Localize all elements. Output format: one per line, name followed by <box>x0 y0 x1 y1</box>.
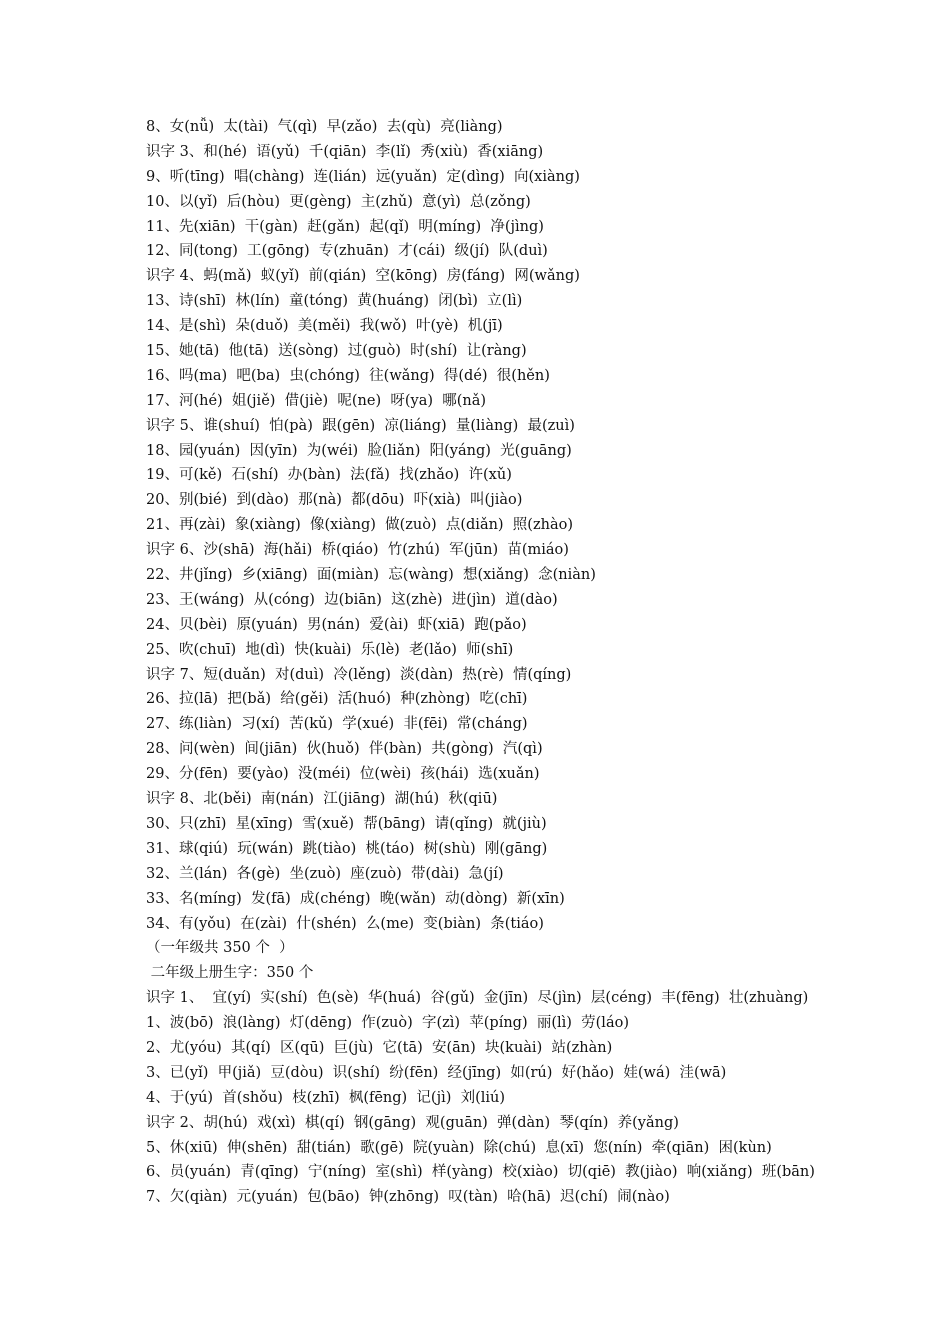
text-line: 10、以(yǐ) 后(hòu) 更(gèng) 主(zhǔ) 意(yì) 总(zǒng) <box>146 193 531 210</box>
text-line: 25、吹(chuī) 地(dì) 快(kuài) 乐(lè) 老(lǎo) 师(shī) <box>146 641 514 658</box>
text-line: 4、于(yú) 首(shǒu) 枝(zhī) 枫(fēng) 记(jì) 刘(liú) <box>146 1089 506 1106</box>
text-line: 31、球(qiú) 玩(wán) 跳(tiào) 桃(táo) 树(shù) 刚(gāng) <box>146 840 548 857</box>
text-line: 29、分(fēn) 要(yào) 没(méi) 位(wèi) 孩(hái) 选(xuǎn) <box>146 766 540 783</box>
section-heading-line: 识字 2、胡(hú) 戏(xì) 棋(qí) 钢(gāng) 观(guān) 弹(dàn) 琴(qín) 养(yǎng) <box>146 1114 679 1131</box>
text-line: 14、是(shì) 朵(duǒ) 美(měi) 我(wǒ) 叶(yè) 机(jī) <box>146 318 503 335</box>
text-line: 33、名(míng) 发(fā) 成(chéng) 晚(wǎn) 动(dòng) 新(xīn) <box>146 890 565 907</box>
text-line: 27、练(liàn) 习(xí) 苦(kǔ) 学(xué) 非(fēi) 常(cháng) <box>146 716 528 733</box>
text-line: 20、别(bié) 到(dào) 那(nà) 都(dōu) 吓(xià) 叫(jiào) <box>146 492 523 509</box>
text-line: 3、已(yǐ) 甲(jiǎ) 豆(dòu) 识(shí) 纷(fēn) 经(jīng) 如(rú) 好(hǎo) 娃(wá) 洼(wā) <box>146 1064 727 1081</box>
text-line: 19、可(kě) 石(shí) 办(bàn) 法(fǎ) 找(zhǎo) 许(xǔ) <box>146 467 512 484</box>
character-list <box>146 115 926 1210</box>
section-heading-line: 识字 5、谁(shuí) 怕(pà) 跟(gēn) 凉(liáng) 量(liàng) 最(zuì) <box>146 417 575 434</box>
text-line: 7、欠(qiàn) 元(yuán) 包(bāo) 钟(zhōng) 叹(tàn) 哈(hā) 迟(chí) 闹(nào) <box>146 1189 670 1206</box>
section-heading-line: 识字 4、蚂(mǎ) 蚁(yǐ) 前(qián) 空(kōng) 房(fáng) 网(wǎng) <box>146 268 580 285</box>
text-line: 11、先(xiān) 干(gàn) 赶(gǎn) 起(qǐ) 明(míng) 净(jìng) <box>146 218 544 235</box>
text-line: 23、王(wáng) 从(cóng) 边(biān) 这(zhè) 进(jìn) 道(dào) <box>146 591 558 608</box>
text-line: 6、员(yuán) 青(qīng) 宁(níng) 室(shì) 样(yàng) 校(xiào) 切(qiē) 教(jiào) 响(xiǎng) 班(bān) <box>146 1164 815 1181</box>
section-heading-line: 识字 6、沙(shā) 海(hǎi) 桥(qiáo) 竹(zhú) 军(jūn) 苗(miáo) <box>146 542 569 559</box>
text-line: 9、听(tīng) 唱(chàng) 连(lián) 远(yuǎn) 定(dìng) 向(xiàng) <box>146 168 580 185</box>
section-heading-line: 识字 1、 宜(yí) 实(shí) 色(sè) 华(huá) 谷(gǔ) 金(jīn) 尽(jìn) 层(céng) 丰(fēng) 壮(zhuàng) <box>146 990 809 1007</box>
text-line: 12、同(tong) 工(gōng) 专(zhuān) 才(cái) 级(jí) 队(duì) <box>146 243 548 260</box>
text-line: 34、有(yǒu) 在(zài) 什(shén) 么(me) 变(biàn) 条(tiáo) <box>146 915 544 932</box>
text-line: 24、贝(bèi) 原(yuán) 男(nán) 爱(ài) 虾(xiā) 跑(pǎo) <box>146 616 527 633</box>
text-line: 1、波(bō) 浪(làng) 灯(dēng) 作(zuò) 字(zì) 苹(píng) 丽(lì) 劳(láo) <box>146 1015 629 1032</box>
text-line: 8、女(nǚ) 太(tài) 气(qì) 早(zǎo) 去(qù) 亮(liàng) <box>146 119 503 135</box>
text-line: 13、诗(shī) 林(lín) 童(tóng) 黄(huáng) 闭(bì) 立(lì) <box>146 293 523 310</box>
grade-total-note: （一年级共 350 个 ） <box>146 940 294 957</box>
section-heading-line: 识字 8、北(běi) 南(nán) 江(jiāng) 湖(hú) 秋(qiū) <box>146 791 498 808</box>
grade-heading: 二年级上册生字：350 个 <box>146 965 314 982</box>
text-line: 16、吗(ma) 吧(ba) 虫(chóng) 往(wǎng) 得(dé) 很(hěn) <box>146 367 550 384</box>
text-line: 17、河(hé) 姐(jiě) 借(jiè) 呢(ne) 呀(ya) 哪(nǎ) <box>146 392 487 409</box>
text-line: 2、尤(yóu) 其(qí) 区(qū) 巨(jù) 它(tā) 安(ān) 块(kuài) 站(zhàn) <box>146 1039 613 1056</box>
text-line: 18、园(yuán) 因(yīn) 为(wéi) 脸(liǎn) 阳(yáng) 光(guāng) <box>146 442 572 459</box>
text-line: 22、井(jǐng) 乡(xiāng) 面(miàn) 忘(wàng) 想(xiǎng) 念(niàn) <box>146 567 596 584</box>
section-heading-line: 识字 3、和(hé) 语(yǔ) 千(qiān) 李(lǐ) 秀(xiù) 香(xiāng) <box>146 143 544 160</box>
text-line: 5、休(xiū) 伸(shēn) 甜(tián) 歌(gē) 院(yuàn) 除(chú) 息(xī) 您(nín) 牵(qiān) 困(kùn) <box>146 1139 772 1156</box>
text-line: 15、她(tā) 他(tā) 送(sòng) 过(guò) 时(shí) 让(ràng) <box>146 343 527 360</box>
text-line: 26、拉(lā) 把(bǎ) 给(gěi) 活(huó) 种(zhòng) 吃(chī) <box>146 691 528 708</box>
text-line: 30、只(zhī) 星(xīng) 雪(xuě) 帮(bāng) 请(qǐng) 就(jiù) <box>146 815 547 832</box>
section-heading-line: 识字 7、短(duǎn) 对(duì) 冷(lěng) 淡(dàn) 热(rè) 情(qíng) <box>146 666 572 683</box>
text-line: 21、再(zài) 象(xiàng) 像(xiàng) 做(zuò) 点(diǎn) 照(zhào) <box>146 517 573 534</box>
text-line: 28、问(wèn) 间(jiān) 伙(huǒ) 伴(bàn) 共(gòng) 汽(qì) <box>146 741 543 758</box>
text-line: 32、兰(lán) 各(gè) 坐(zuò) 座(zuò) 带(dài) 急(jí) <box>146 865 504 882</box>
